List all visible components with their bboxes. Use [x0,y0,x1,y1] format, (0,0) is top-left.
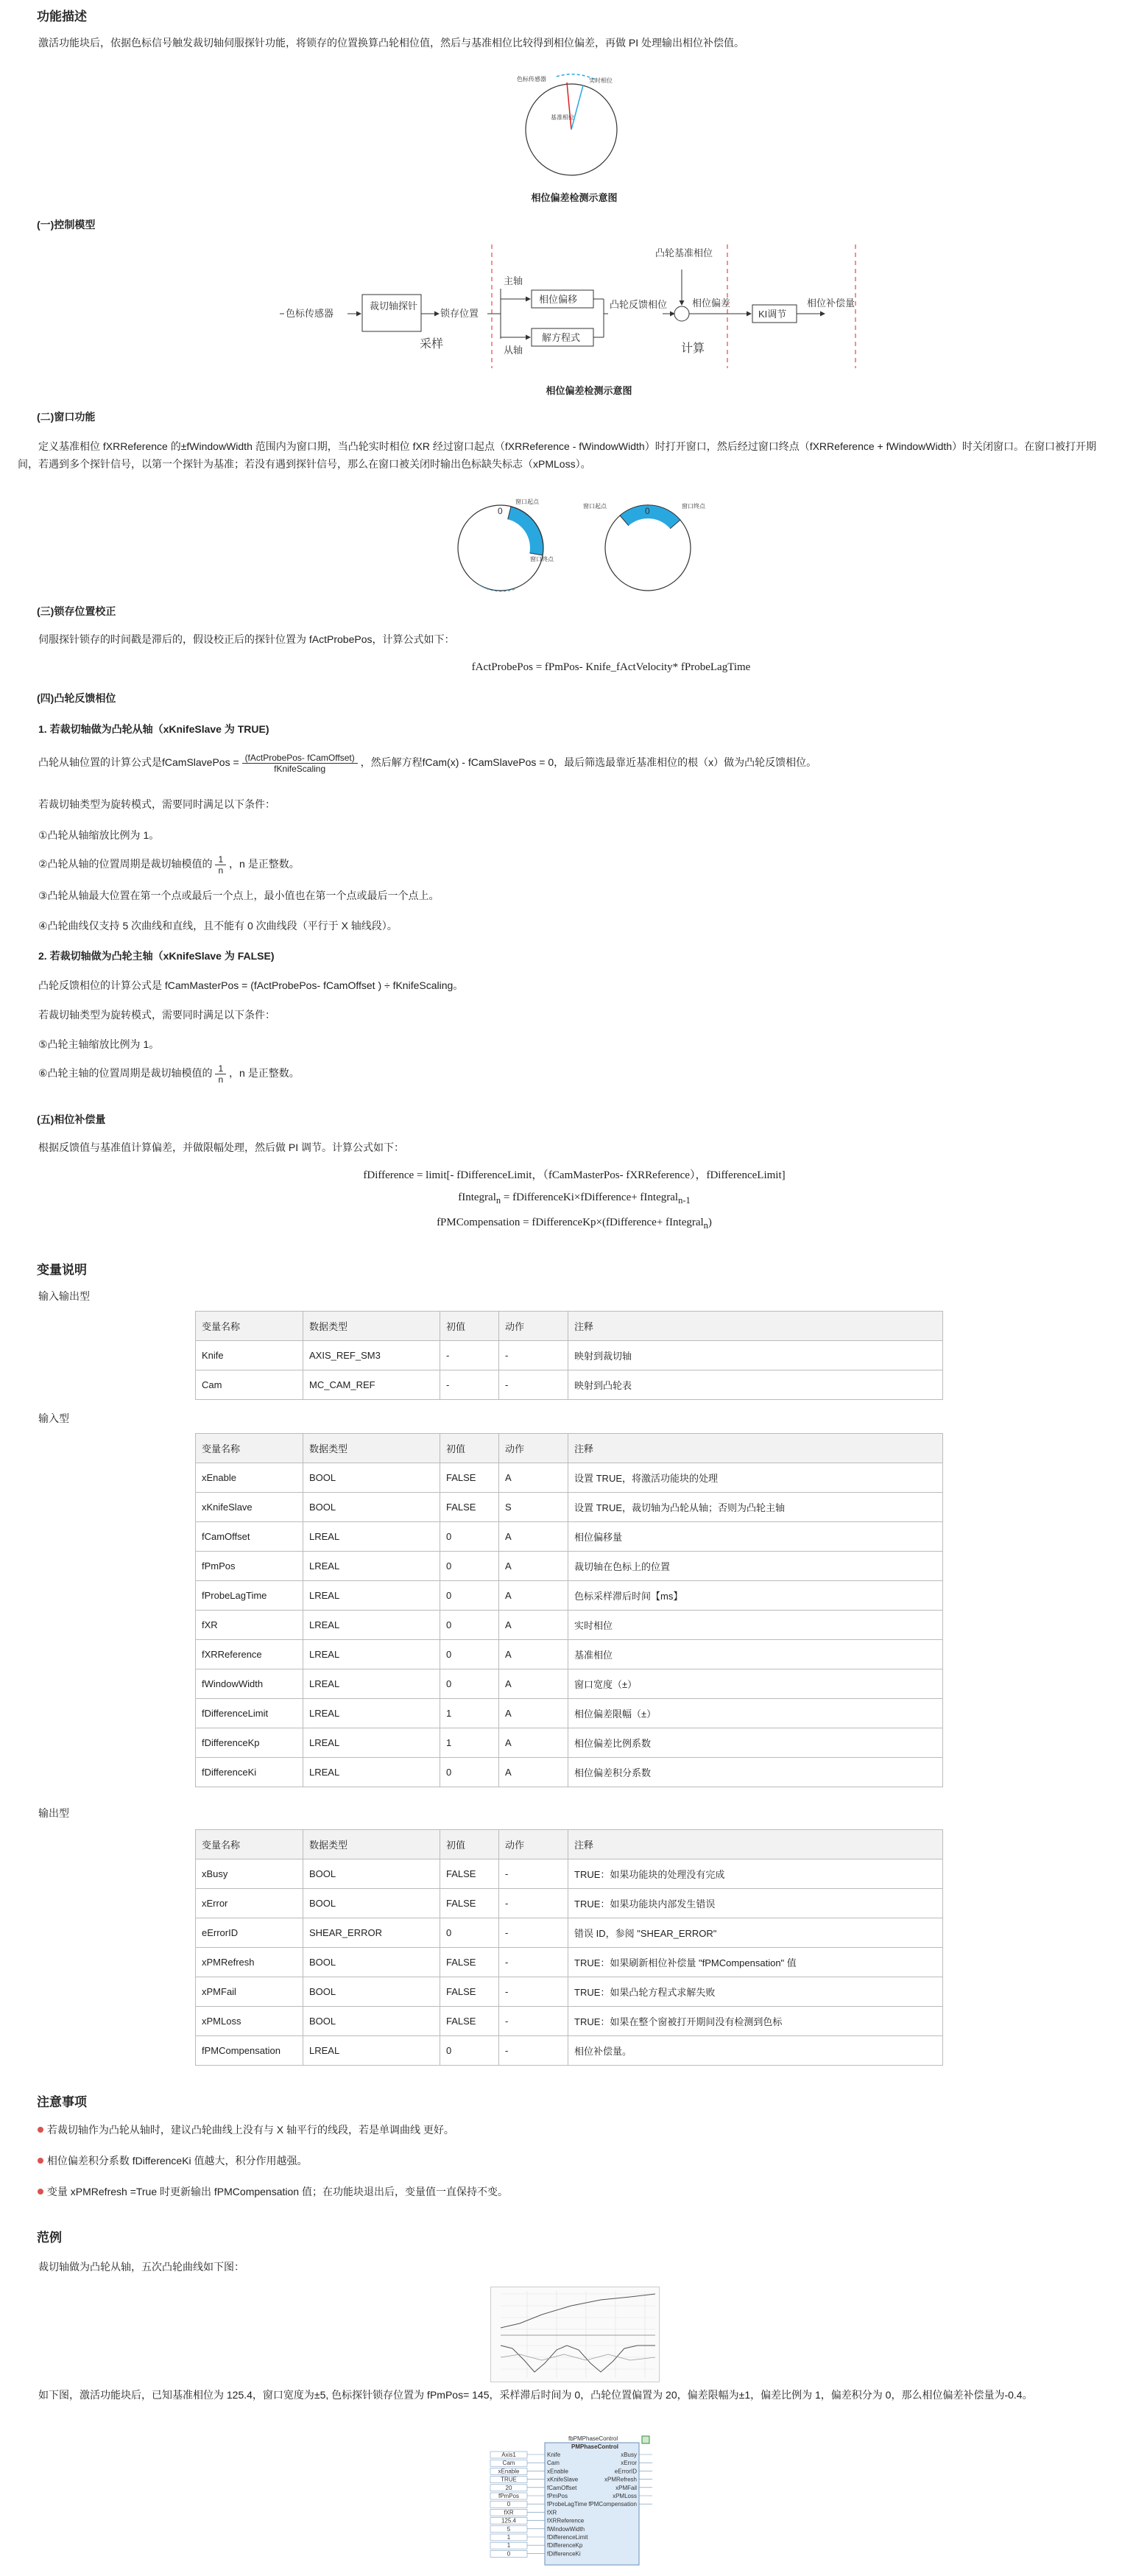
table-cell: BOOL [303,2007,440,2036]
fb-output-pin: eErrorID [614,2468,637,2475]
table-cell: - [499,1977,568,2007]
column-header: 动作 [499,1312,568,1341]
latch-text: 伺服探针锁存的时间戳是滞后的，假设校正后的探针位置为 fActProbePos，计算公式如下： [38,633,455,645]
fb-input-value: 20 [505,2484,512,2491]
table-cell: fPMCompensation [196,2036,303,2066]
fb-input-value: fPmPos [498,2493,520,2499]
dg-sum [674,306,689,321]
table-cell: xBusy [196,1859,303,1889]
list-item: 若裁切轴作为凸轮从轴时，建议凸轮曲线上没有与 X 轴平行的线段，若是单调曲线 更好。 [37,2121,1068,2139]
fb-input-pin: fPmPos [547,2493,568,2499]
table-cell: FALSE [440,2007,499,2036]
cond-4: ④凸轮曲线仅支持 5 次曲线和直线，且不能有 0 次曲线段（平行于 X 轴线段）。 [38,920,398,932]
fb-input-pin: fXRReference [547,2517,585,2524]
sub1-num: (fActProbePos- fCamOffset) [242,753,358,764]
table-cell: - [440,1370,499,1400]
table-cell: 设置 TRUE，将激活功能块的处理 [568,1463,943,1493]
in-table [195,1433,943,1787]
table-row [196,1463,943,1493]
table-cell: BOOL [303,1859,440,1889]
table-cell: TRUE：如果凸轮方程式求解失败 [568,1977,943,2007]
cond-3: ③凸轮从轴最大位置在第一个点或最后一个点上，最小值也在第一个点或最后一个点上。 [38,890,440,901]
section-window: (二)窗口功能 [37,411,96,423]
table-cell: Cam [196,1370,303,1400]
fb-input-pin: fDifferenceKi [547,2550,581,2558]
table-cell: LREAL [303,1581,440,1611]
table-cell: FALSE [440,1859,499,1889]
table-row [196,1728,943,1758]
table-cell: fCamOffset [196,1522,303,1552]
table-cell: xPMRefresh [196,1948,303,1977]
column-header: 动作 [499,1434,568,1463]
table-cell: fPmPos [196,1552,303,1581]
func-desc: 激活功能块后，依据色标信号触发裁切轴伺服探针功能，将锁存的位置换算凸轮相位值，然后与基准相位比较得到相位偏差，再做 PI 处理输出相位补偿值。 [38,37,745,49]
table-cell: 实时相位 [568,1611,943,1640]
fb-input-value: 1 [507,2534,511,2541]
fb-input-pin: fDifferenceKp [547,2542,583,2549]
sub2-title: 2. 若裁切轴做为凸轮主轴（xKnifeSlave 为 FALSE) [38,950,275,962]
fb-input-pin: Cam [547,2460,560,2467]
table-header-row [196,1830,943,1859]
column-header: 变量名称 [196,1312,303,1341]
table-cell: LREAL [303,2036,440,2066]
sub2-text: 凸轮反馈相位的计算公式是 fCamMasterPos = (fActProbePos- fCamOffset ) ÷ fKnifeScaling。 [38,979,464,991]
table-header-row [196,1434,943,1463]
table-cell: FALSE [440,1889,499,1918]
table-row [196,1977,943,2007]
table-cell: FALSE [440,1948,499,1977]
fb-input-value: Axis1 [501,2452,516,2458]
control-model-diagram [280,236,883,383]
table-cell: xPMFail [196,1977,303,2007]
win1-zero: 0 [498,506,503,516]
table-cell: fXRReference [196,1640,303,1669]
table-cell: S [499,1493,568,1522]
example-intro: 裁切轴做为凸轮从轴，五次凸轮曲线如下图： [38,2261,244,2273]
fb-output-pin: xPMFail [615,2484,637,2491]
fb-input-pin: fWindowWidth [547,2525,585,2533]
dg-cam-feedback: 凸轮反馈相位 [610,299,668,310]
dg-slave: 从轴 [504,345,523,356]
table-cell: fDifferenceKp [196,1728,303,1758]
table-cell: 0 [440,1552,499,1581]
dg-sample: 采样 [420,338,444,351]
win2-zero: 0 [645,506,650,516]
column-header: 初值 [440,1830,499,1859]
fb-input-pin: xKnifeSlave [547,2476,579,2483]
section-compensation: (五)相位补偿量 [37,1113,106,1125]
example-text: 如下图，激活功能块后，已知基准相位为 125.4，窗口宽度为±5, 色标探针锁存位置为 fPmPos= 145，采样滞后时间为 0，凸轮位置偏置为 20，偏差限幅为±1，偏差比例为 1，偏差积分为 0，那么相位偏差补偿量为-0.4。 [38,2389,1033,2401]
table-cell: - [499,2007,568,2036]
table-cell: LREAL [303,1611,440,1640]
table-cell: 映射到凸轮表 [568,1370,943,1400]
table-row [196,1889,943,1918]
sub1-formula-line [38,753,1098,774]
table-row [196,1669,943,1699]
fb-input-value: 0 [507,2550,511,2558]
fb-input-pin: fProbeLagTime [547,2501,588,2508]
dg-latch: 锁存位置 [440,308,479,319]
fb-input-value: fXR [504,2509,514,2516]
table-cell: - [499,1370,568,1400]
column-header: 数据类型 [303,1830,440,1859]
table-header-row [196,1312,943,1341]
win2-end: 窗口终点 [682,503,705,510]
table-cell: A [499,1552,568,1581]
dg-ki: KI调节 [758,309,787,320]
table-cell: fProbeLagTime [196,1581,303,1611]
rot-intro-1: 若裁切轴类型为旋转模式，需要同时满足以下条件： [38,798,275,810]
comp-formula-3: fPMCompensation = fDifferenceKp×(fDifference+ fIntegral$_n$) [437,1217,712,1231]
column-header: 注释 [568,1830,943,1859]
comp-formula-1: fDifference = limit[- fDifferenceLimit，（fCamMasterPos- fXRReference），fDifferenceLimit] [363,1169,786,1181]
inout-label: 输入输出型 [38,1290,90,1302]
fb-input-value: xEnable [498,2468,520,2475]
list-item: 相位偏差积分系数 fDifferenceKi 值越大，积分作用越强。 [37,2152,1068,2169]
fb-output-pin: xBusy [621,2452,637,2458]
fb-input-value: 0 [507,2501,511,2508]
table-cell: fDifferenceLimit [196,1699,303,1728]
cond-6: ⑥凸轮主轴的位置周期是裁切轴模值的 $\frac{1}{n}$ ，n 是正整数。 [38,1063,300,1085]
latch-formula: fActProbePos = fPmPos- Knife_fActVelocity* fProbeLagTime [471,661,751,673]
fb-input-pin: fDifferenceLimit [547,2534,588,2541]
cond2-fraction: $\frac{1}{n}$ [215,854,226,876]
section-latch: (三)锁存位置校正 [37,605,116,617]
sub1-title: 1. 若裁切轴做为凸轮从轴（xKnifeSlave 为 TRUE) [38,723,269,735]
window-figure-2 [582,493,714,597]
table-cell: BOOL [303,1493,440,1522]
dg-sensor: 色标传感器 [286,308,334,319]
real-phase-line [571,85,583,130]
sub1-fraction [242,753,358,774]
bullet-icon [37,2157,44,2164]
table-row [196,2036,943,2066]
table-row [196,1758,943,1787]
table-cell: 错误 ID，参阅 "SHEAR_ERROR" [568,1918,943,1948]
table-cell: BOOL [303,1948,440,1977]
table-cell: xKnifeSlave [196,1493,303,1522]
fb-input-pin: Knife [547,2452,561,2458]
table-cell: MC_CAM_REF [303,1370,440,1400]
bullet-icon [37,2126,44,2133]
out-label: 输出型 [38,1807,69,1819]
table-cell: 0 [440,1640,499,1669]
table-cell: xError [196,1889,303,1918]
table-cell: 相位偏差比例系数 [568,1728,943,1758]
comp-formula-2: fIntegral$_n$ = fDifferenceKi×fDifference+ fIntegral$_{n-1}$ [458,1192,691,1206]
table-cell: 裁切轴在色标上的位置 [568,1552,943,1581]
table-row [196,1640,943,1669]
table-cell: - [499,1918,568,1948]
column-header: 变量名称 [196,1830,303,1859]
table-cell: BOOL [303,1977,440,2007]
table-cell: TRUE：如果在整个窗被打开期间没有检测到色标 [568,2007,943,2036]
label-ref-phase: 基准相位 [551,114,574,121]
table-cell: 0 [440,1581,499,1611]
table-cell: A [499,1699,568,1728]
fb-input-pin: xEnable [547,2468,568,2475]
table-cell: BOOL [303,1463,440,1493]
section-heading-notes: 注意事项 [37,2095,87,2109]
out-table [195,1829,943,2066]
section-cam-feedback: (四)凸轮反馈相位 [37,692,116,704]
table-cell: A [499,1669,568,1699]
table-cell: AXIS_REF_SM3 [303,1341,440,1370]
fb-status-icon [642,2436,649,2443]
table-cell: 基准相位 [568,1640,943,1669]
fb-output-pin: xError [621,2460,637,2467]
dg-phase-diff: 相位偏差 [692,298,731,309]
table-cell: fXR [196,1611,303,1640]
table-cell: - [499,2036,568,2066]
table-cell: FALSE [440,1977,499,2007]
column-header: 数据类型 [303,1312,440,1341]
fb-input-value: 5 [507,2525,511,2533]
fb-input-value: TRUE [501,2476,517,2483]
table-cell: FALSE [440,1493,499,1522]
table-cell: FALSE [440,1463,499,1493]
table-cell: TRUE：如果功能块内部发生错误 [568,1889,943,1918]
table-row [196,1370,943,1400]
phase-circle-figure [515,68,626,186]
win2-start: 窗口起点 [583,503,607,510]
table-cell: 相位偏移量 [568,1522,943,1552]
in-label: 输入型 [38,1412,69,1424]
cond-2: ②凸轮从轴的位置周期是裁切轴模值的 $\frac{1}{n}$ ，n 是正整数。 [38,854,300,876]
table-cell: TRUE：如果刷新相位补偿量 "fPMCompensation" 值 [568,1948,943,1977]
table-cell: LREAL [303,1758,440,1787]
table-row [196,1522,943,1552]
inout-table [195,1311,943,1400]
table-cell: xPMLoss [196,2007,303,2036]
dg-comp: 相位补偿量 [807,298,855,309]
fb-input-pin: fCamOffset [547,2484,577,2491]
table-cell: LREAL [303,1669,440,1699]
table-cell: LREAL [303,1640,440,1669]
table-cell: A [499,1640,568,1669]
window-figure-1 [434,493,567,597]
sub1-lead: 凸轮从轴位置的计算公式是fCamSlavePos = [38,756,239,769]
fb-input-pin: fXR [547,2509,557,2516]
table-row [196,2007,943,2036]
column-header: 动作 [499,1830,568,1859]
table-cell: 0 [440,1669,499,1699]
cond-5: ⑤凸轮主轴缩放比例为 1。 [38,1038,160,1050]
table-row [196,1581,943,1611]
fb-output-pin: xPMRefresh [604,2476,637,2483]
list-item: 变量 xPMRefresh =True 时更新输出 fPMCompensation 值；在功能块退出后，变量值一直保持不变。 [37,2183,1068,2200]
table-cell: 0 [440,1522,499,1552]
section-heading-vars: 变量说明 [37,1263,87,1277]
window-text: 定义基准相位 fXRReference 的±fWindowWidth 范围内为窗口期，当凸轮实时相位 fXR 经过窗口起点（fXRReference - fWindowWidth）时打开窗口，然后经过窗口终点（fXRReference + fWindowWidth）时关闭窗口。在窗口被打开期间，若遇到多个探针信号，以第一个探针为基准；若没有遇到探针信号，那么在窗口被关闭时输出色标缺失标志（xPMLoss）。 [18,440,1097,470]
fb-output-pin: xPMLoss [613,2493,637,2499]
table-row [196,1918,943,1948]
table-cell: 1 [440,1699,499,1728]
table-cell: SHEAR_ERROR [303,1918,440,1948]
cond6-fraction: $\frac{1}{n}$ [215,1063,226,1085]
table-cell: A [499,1581,568,1611]
table-row [196,1341,943,1370]
fb-input-value: 125.4 [501,2517,517,2524]
table-cell: 相位偏差积分系数 [568,1758,943,1787]
column-header: 变量名称 [196,1434,303,1463]
fig2-caption: 相位偏差检测示意图 [546,385,632,396]
sub1-den: fKnifeScaling [274,764,326,774]
sub1-tail: ，然后解方程fCam(x) - fCamSlavePos = 0，最后筛选最靠近基准相位的根（x）做为凸轮反馈相位。 [360,756,817,769]
table-cell: A [499,1728,568,1758]
table-cell: A [499,1611,568,1640]
table-row [196,1611,943,1640]
rot-intro-2: 若裁切轴类型为旋转模式，需要同时满足以下条件： [38,1009,275,1021]
table-cell: 色标采样滞后时间【ms】 [568,1581,943,1611]
fig1-caption: 相位偏差检测示意图 [531,192,618,203]
table-cell: Knife [196,1341,303,1370]
win1-start: 窗口起点 [515,499,539,505]
bullet-icon [37,2188,44,2195]
table-cell: - [499,1859,568,1889]
table-cell: 映射到裁切轴 [568,1341,943,1370]
dg-cam-ref: 凸轮基准相位 [655,247,713,258]
table-row [196,1552,943,1581]
table-cell: - [499,1889,568,1918]
table-cell: 0 [440,2036,499,2066]
fb-type: PMPhaseControl [571,2443,619,2450]
table-cell: 0 [440,1758,499,1787]
table-row [196,1948,943,1977]
table-row [196,1493,943,1522]
dg-solve: 解方程式 [542,332,581,343]
column-header: 注释 [568,1312,943,1341]
ref-phase-line [567,82,571,130]
table-cell: BOOL [303,1889,440,1918]
table-cell: LREAL [303,1699,440,1728]
label-real-phase: 实时相位 [589,77,613,84]
fb-output-pin: fPMCompensation [588,2501,637,2508]
column-header: 初值 [440,1434,499,1463]
table-cell: xEnable [196,1463,303,1493]
function-block-figure [486,2435,663,2567]
table-cell: fDifferenceKi [196,1758,303,1787]
dg-phase-offset: 相位偏移 [539,294,578,305]
dg-probe: 裁切轴探针 [370,300,418,312]
section-heading-func: 功能描述 [37,10,87,24]
column-header: 初值 [440,1312,499,1341]
dg-master: 主轴 [504,275,523,286]
table-cell: 设置 TRUE，裁切轴为凸轮从轴；否则为凸轮主轴 [568,1493,943,1522]
fb-instance: fbPMPhaseControl [568,2435,618,2442]
table-cell: 1 [440,1728,499,1758]
table-cell: 相位补偿量。 [568,2036,943,2066]
section-control-model: (一)控制模型 [37,219,96,230]
table-cell: LREAL [303,1728,440,1758]
table-cell: A [499,1463,568,1493]
table-cell: A [499,1758,568,1787]
win1-end: 窗口终点 [530,556,554,563]
table-cell: LREAL [303,1552,440,1581]
table-cell: - [440,1341,499,1370]
table-row [196,1699,943,1728]
table-cell: - [499,1948,568,1977]
section-heading-example: 范例 [37,2231,62,2245]
table-cell: TRUE：如果功能块的处理没有完成 [568,1859,943,1889]
table-row [196,1859,943,1889]
table-cell: - [499,1341,568,1370]
cond-1: ①凸轮从轴缩放比例为 1。 [38,829,160,841]
column-header: 数据类型 [303,1434,440,1463]
table-cell: 0 [440,1611,499,1640]
fb-input-value: Cam [502,2460,515,2467]
cam-curve-figure [490,2287,660,2382]
table-cell: 窗口宽度（±） [568,1669,943,1699]
table-cell: eErrorID [196,1918,303,1948]
column-header: 注释 [568,1434,943,1463]
fb-input-value: 1 [507,2542,511,2549]
comp-text: 根据反馈值与基准值计算偏差，并做限幅处理，然后做 PI 调节。计算公式如下： [38,1141,405,1153]
table-cell: A [499,1522,568,1552]
table-cell: 0 [440,1918,499,1948]
dg-calc: 计算 [681,342,705,355]
table-cell: 相位偏差限幅（±） [568,1699,943,1728]
label-sensor: 色标传感器 [517,76,546,82]
table-cell: fWindowWidth [196,1669,303,1699]
table-cell: LREAL [303,1522,440,1552]
